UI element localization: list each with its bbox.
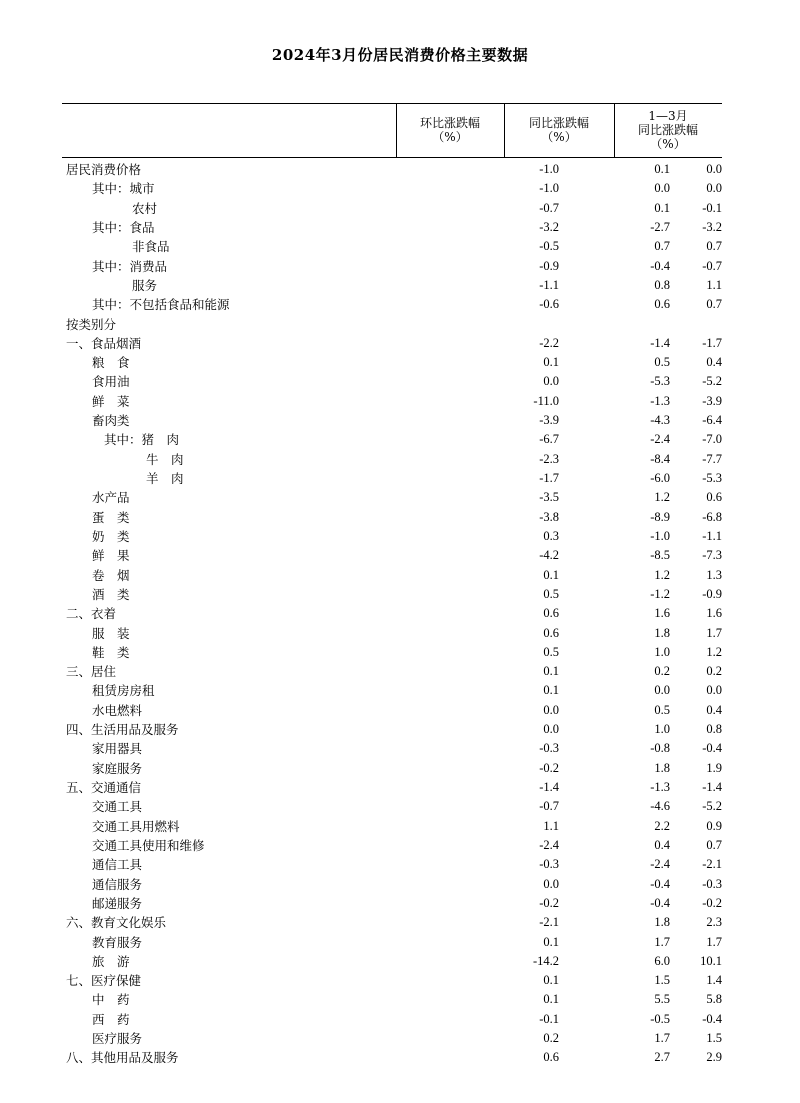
table-row <box>62 952 722 971</box>
header-ytd-period: 1—3月 <box>648 109 688 123</box>
table-row <box>62 933 722 952</box>
row-label: 交通工具使用和维修 <box>92 837 205 853</box>
mom-value: -0.9 <box>539 258 559 273</box>
header-mom-label: 环比涨跌幅 <box>419 116 480 130</box>
table-row <box>62 1029 722 1048</box>
ytd-value: 0.0 <box>706 162 722 176</box>
ytd-value: 5.8 <box>706 992 722 1007</box>
row-label: 奶 类 <box>92 528 130 544</box>
yoy-value: 6.0 <box>654 953 670 968</box>
row-label: 服务 <box>132 277 158 293</box>
mom-value: -1.7 <box>539 471 559 485</box>
yoy-value: 0.0 <box>654 683 670 698</box>
yoy-value: 5.5 <box>654 992 670 1007</box>
row-label: 食用油 <box>92 374 130 390</box>
table-row <box>62 990 722 1009</box>
table-row <box>62 469 722 488</box>
header-mom <box>396 103 504 157</box>
header-yoy <box>504 103 614 157</box>
yoy-value: -8.9 <box>650 509 670 524</box>
yoy-value: 0.5 <box>654 702 670 717</box>
yoy-value: 1.0 <box>654 644 670 659</box>
header-yoy-label: 同比涨跌幅 <box>528 116 589 130</box>
header-ytd <box>614 103 722 157</box>
table-row <box>62 759 722 778</box>
row-label: 鲜 果 <box>92 548 130 564</box>
mom-value: -3.2 <box>539 219 559 234</box>
yoy-value: 2.7 <box>654 1050 670 1065</box>
mom-value: 0.5 <box>543 586 559 601</box>
table-row <box>62 392 722 411</box>
ytd-value: 1.4 <box>706 973 722 988</box>
row-label: 其中：城市 <box>92 181 155 197</box>
row-label: 邮递服务 <box>92 895 143 911</box>
mom-value: -11.0 <box>533 393 559 408</box>
mom-value: -2.3 <box>539 451 559 466</box>
mom-value: -3.8 <box>539 509 559 524</box>
header-ytd-unit: （%） <box>650 137 686 151</box>
ytd-value: 0.6 <box>706 490 722 505</box>
mom-value: -14.2 <box>532 953 559 968</box>
yoy-value: 1.6 <box>654 606 670 621</box>
yoy-value: 2.2 <box>654 818 670 833</box>
row-label: 羊 肉 <box>146 471 184 486</box>
ytd-value: -5.2 <box>702 374 722 389</box>
table-row <box>62 720 722 739</box>
ytd-value: -7.7 <box>702 451 722 466</box>
row-label: 西 药 <box>92 1011 130 1027</box>
ytd-value: 1.2 <box>706 644 722 659</box>
mom-value: 0.0 <box>543 876 559 891</box>
table-row <box>62 604 722 623</box>
table-header-rule <box>62 157 722 158</box>
table-row <box>62 411 722 430</box>
ytd-value: 0.0 <box>706 683 722 698</box>
row-label: 交通工具用燃料 <box>92 818 180 834</box>
ytd-value: -0.7 <box>702 258 722 273</box>
yoy-value: 0.0 <box>654 181 670 196</box>
ytd-value: 1.1 <box>706 277 722 292</box>
mom-value: -2.2 <box>539 335 559 350</box>
mom-value: -0.2 <box>539 895 559 910</box>
ytd-value: 2.3 <box>706 915 722 930</box>
row-label: 鞋 类 <box>92 644 130 660</box>
yoy-value: -4.6 <box>650 799 670 814</box>
row-label: 家用器具 <box>92 741 143 757</box>
table-row <box>62 817 722 836</box>
table-row <box>62 199 722 218</box>
mom-value: 0.1 <box>543 992 559 1007</box>
table-row <box>62 546 722 565</box>
table-row <box>62 701 722 720</box>
table-row <box>62 855 722 874</box>
yoy-value: 1.2 <box>654 567 670 582</box>
row-label: 三、居住 <box>66 664 117 680</box>
mom-value: -4.2 <box>539 548 559 563</box>
ytd-value: 0.2 <box>706 664 722 679</box>
table-row <box>62 739 722 758</box>
table-row <box>62 160 722 179</box>
ytd-value: 0.7 <box>706 239 722 254</box>
yoy-value: -0.4 <box>650 876 670 891</box>
row-label: 农村 <box>132 200 158 216</box>
mom-value: -0.7 <box>539 200 559 215</box>
yoy-value: 1.8 <box>654 625 670 640</box>
ytd-value: 0.0 <box>706 181 722 196</box>
row-label: 通信服务 <box>92 876 143 892</box>
table-row <box>62 585 722 604</box>
yoy-value: -1.3 <box>650 780 670 794</box>
table-row <box>62 894 722 913</box>
mom-value: 0.1 <box>543 683 559 698</box>
yoy-value: 0.6 <box>654 297 670 312</box>
row-label: 服 装 <box>92 625 130 641</box>
ytd-value: 0.7 <box>706 297 722 312</box>
row-label: 其中：猪 肉 <box>104 432 180 448</box>
mom-value: 0.6 <box>543 1050 559 1065</box>
table-row <box>62 334 722 353</box>
yoy-value: -1.0 <box>650 528 670 543</box>
row-label: 居民消费价格 <box>66 162 142 177</box>
row-label: 蛋 类 <box>92 509 130 525</box>
yoy-value: -0.4 <box>650 258 670 273</box>
mom-value: -1.0 <box>539 162 559 176</box>
yoy-value: -1.2 <box>650 586 670 601</box>
ytd-value: 0.4 <box>706 702 722 717</box>
row-label: 畜肉类 <box>92 413 130 429</box>
table-row <box>62 295 722 314</box>
mom-value: 0.3 <box>543 528 559 543</box>
table-row <box>62 508 722 527</box>
mom-value: -3.5 <box>539 490 559 505</box>
yoy-value: -0.5 <box>650 1011 670 1026</box>
mom-value: -0.3 <box>539 857 559 872</box>
mom-value: -0.6 <box>539 297 559 312</box>
row-label: 中 药 <box>92 992 130 1008</box>
table-row <box>62 276 722 295</box>
row-label: 其中：消费品 <box>92 258 168 274</box>
yoy-value: 0.2 <box>654 664 670 679</box>
mom-value: -2.4 <box>539 837 559 852</box>
table-row <box>62 372 722 391</box>
mom-value: -0.2 <box>539 760 559 775</box>
table-row <box>62 624 722 643</box>
row-label: 六、教育文化娱乐 <box>66 915 167 931</box>
ytd-value: -2.1 <box>702 857 722 872</box>
row-label: 租赁房房租 <box>92 683 155 699</box>
row-label: 二、衣着 <box>66 606 117 622</box>
ytd-value: 0.8 <box>706 722 722 737</box>
data-table-body <box>62 160 722 1068</box>
yoy-value: 1.0 <box>654 722 670 737</box>
row-label: 交通工具 <box>92 799 143 815</box>
header-ytd-label: 同比涨跌幅 <box>637 123 698 137</box>
ytd-value: 1.7 <box>706 934 722 949</box>
ytd-value: -6.8 <box>702 509 722 524</box>
mom-value: 0.0 <box>543 374 559 389</box>
ytd-value: -0.9 <box>702 586 722 601</box>
row-label: 医疗服务 <box>92 1031 143 1047</box>
ytd-value: -5.2 <box>702 799 722 814</box>
ytd-value: -1.1 <box>702 528 722 543</box>
row-label: 粮 食 <box>92 355 130 371</box>
table-row <box>62 1010 722 1029</box>
table-row <box>62 662 722 681</box>
yoy-value: 1.7 <box>654 1031 670 1046</box>
ytd-value: 2.9 <box>706 1050 722 1065</box>
yoy-value: 1.2 <box>654 490 670 505</box>
mom-value: -3.9 <box>539 413 559 428</box>
table-row <box>62 179 722 198</box>
row-label: 七、医疗保健 <box>66 973 142 989</box>
mom-value: 0.1 <box>543 664 559 679</box>
row-label: 五、交通通信 <box>66 780 142 795</box>
ytd-value: -5.3 <box>702 471 722 485</box>
row-label: 四、生活用品及服务 <box>66 722 179 738</box>
table-row <box>62 681 722 700</box>
mom-value: -0.3 <box>539 741 559 756</box>
ytd-value: -0.4 <box>702 1011 722 1026</box>
yoy-value: -5.3 <box>650 374 670 389</box>
ytd-value: -3.2 <box>702 219 722 234</box>
yoy-value: 0.1 <box>654 200 670 215</box>
yoy-value: 0.5 <box>654 355 670 370</box>
table-row <box>62 797 722 816</box>
yoy-value: 0.1 <box>654 162 670 176</box>
ytd-value: -0.4 <box>702 741 722 756</box>
table-row <box>62 488 722 507</box>
row-label: 一、食品烟酒 <box>66 335 142 351</box>
row-label: 水产品 <box>92 490 130 506</box>
row-label: 家庭服务 <box>92 760 143 776</box>
ytd-value: -3.9 <box>702 393 722 408</box>
mom-value: 0.6 <box>543 625 559 640</box>
ytd-value: 0.4 <box>706 355 722 370</box>
mom-value: 0.1 <box>543 973 559 988</box>
table-row <box>62 566 722 585</box>
ytd-value: -1.7 <box>702 335 722 350</box>
ytd-value: 1.3 <box>706 567 722 582</box>
yoy-value: 0.4 <box>654 837 670 852</box>
table-row <box>62 218 722 237</box>
mom-value: -0.1 <box>539 1011 559 1026</box>
mom-value: 0.0 <box>543 702 559 717</box>
table-row <box>62 875 722 894</box>
ytd-value: -0.2 <box>702 895 722 910</box>
ytd-value: 10.1 <box>700 953 722 968</box>
mom-value: -1.1 <box>539 277 559 292</box>
row-label: 卷 烟 <box>92 567 130 583</box>
row-label: 非食品 <box>132 239 170 255</box>
yoy-value: -0.4 <box>650 895 670 910</box>
mom-value: -0.7 <box>539 799 559 814</box>
table-row <box>62 353 722 372</box>
ytd-value: 0.9 <box>706 818 722 833</box>
mom-value: 0.6 <box>543 606 559 621</box>
mom-value: 0.1 <box>543 567 559 582</box>
table-row <box>62 836 722 855</box>
ytd-value: -7.0 <box>702 432 722 447</box>
yoy-value: -1.4 <box>650 335 670 350</box>
yoy-value: -2.4 <box>650 857 670 872</box>
ytd-value: 1.9 <box>706 760 722 775</box>
table-row <box>62 257 722 276</box>
ytd-value: 1.6 <box>706 606 722 621</box>
mom-value: 0.1 <box>543 934 559 949</box>
yoy-value: 1.5 <box>654 973 670 988</box>
yoy-value: -1.3 <box>650 393 670 408</box>
table-row <box>62 237 722 256</box>
ytd-value: 0.7 <box>706 837 722 852</box>
row-label: 其中：不包括食品和能源 <box>92 297 230 313</box>
header-mom-unit: （%） <box>432 130 468 144</box>
row-label: 旅 游 <box>92 953 130 969</box>
mom-value: 0.0 <box>543 722 559 737</box>
mom-value: 0.1 <box>543 355 559 370</box>
ytd-value: -6.4 <box>702 413 722 428</box>
ytd-value: -1.4 <box>702 780 722 794</box>
yoy-value: 1.7 <box>654 934 670 949</box>
yoy-value: -4.3 <box>650 413 670 428</box>
row-label: 其中：食品 <box>92 219 155 235</box>
table-row <box>62 971 722 990</box>
row-label: 按类别分 <box>66 316 117 332</box>
mom-value: -1.4 <box>539 780 559 794</box>
table-row <box>62 315 722 334</box>
mom-value: 0.5 <box>543 644 559 659</box>
mom-value: -1.0 <box>539 181 559 196</box>
yoy-value: -8.5 <box>650 548 670 563</box>
row-label: 水电燃料 <box>92 702 143 718</box>
table-row <box>62 1048 722 1067</box>
table-row <box>62 778 722 797</box>
yoy-value: 0.8 <box>654 277 670 292</box>
table-row <box>62 643 722 662</box>
row-label: 鲜 菜 <box>92 393 130 409</box>
yoy-value: -2.4 <box>650 432 670 447</box>
page-title: 2024年3月份居民消费价格主要数据 <box>271 46 529 64</box>
mom-value: 1.1 <box>543 818 559 833</box>
header-yoy-unit: （%） <box>541 130 577 144</box>
yoy-value: -0.8 <box>650 741 670 756</box>
yoy-value: 1.8 <box>654 915 670 930</box>
ytd-value: 1.5 <box>706 1031 722 1046</box>
yoy-value: 1.8 <box>654 760 670 775</box>
row-label: 酒 类 <box>92 586 130 602</box>
ytd-value: -7.3 <box>702 548 722 563</box>
yoy-value: -8.4 <box>650 451 670 466</box>
mom-value: -2.1 <box>539 915 559 930</box>
yoy-value: -2.7 <box>650 219 670 234</box>
yoy-value: -6.0 <box>650 471 670 485</box>
ytd-value: 1.7 <box>706 625 722 640</box>
table-row <box>62 913 722 932</box>
ytd-value: -0.3 <box>702 876 722 891</box>
row-label: 通信工具 <box>92 857 143 873</box>
mom-value: 0.2 <box>543 1031 559 1046</box>
mom-value: -6.7 <box>539 432 559 447</box>
table-row <box>62 527 722 546</box>
row-label: 八、其他用品及服务 <box>66 1050 179 1066</box>
row-label: 教育服务 <box>92 934 143 950</box>
table-row <box>62 430 722 449</box>
table-row <box>62 450 722 469</box>
mom-value: -0.5 <box>539 239 559 254</box>
ytd-value: -0.1 <box>702 200 722 215</box>
yoy-value: 0.7 <box>654 239 670 254</box>
row-label: 牛 肉 <box>146 451 184 467</box>
